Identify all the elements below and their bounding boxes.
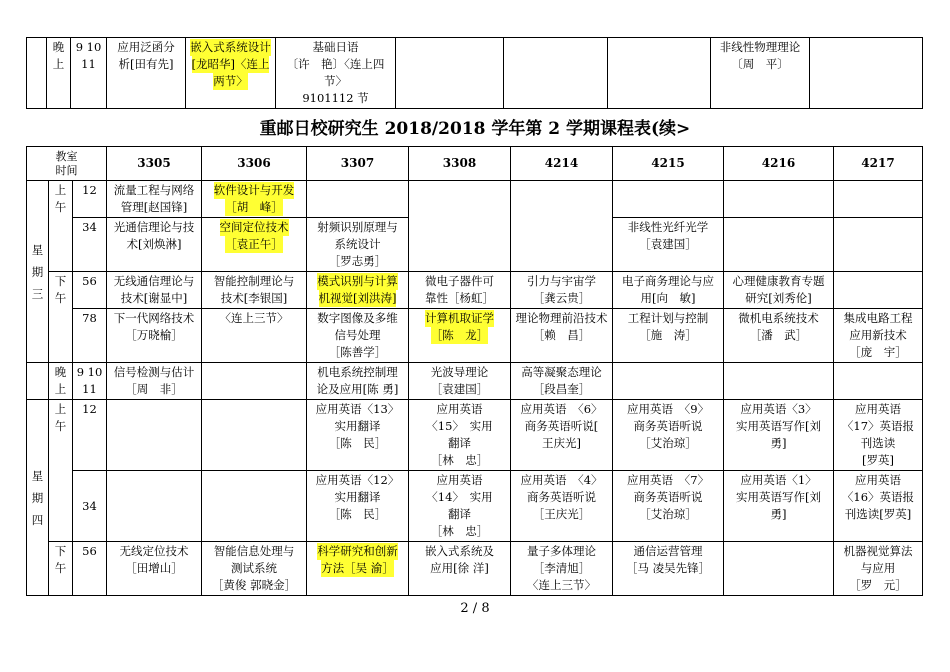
cell-line: 应用英语 〈9〉 <box>626 402 710 416</box>
cell-line: 应用英语 <box>436 402 483 416</box>
cell-line: 应用英语 〈6〉 <box>520 402 603 416</box>
course-cell <box>307 272 409 309</box>
course-cell <box>409 363 511 400</box>
course-cell <box>613 272 724 309</box>
course-cell <box>202 363 307 400</box>
cell-line: 〔周 平〕 <box>731 57 789 71</box>
cell-line: ［施 涛］ <box>639 328 697 342</box>
cell-line: 引力与宇宙学 <box>527 274 596 288</box>
time-slot <box>73 363 107 400</box>
room-header: 3307 <box>307 147 409 181</box>
cell-line: 机电系统控制理 <box>317 365 398 379</box>
course-cell <box>396 38 504 109</box>
cell-line: 技术[李银国] <box>220 291 288 305</box>
cell-line: 〈连上三节〉 <box>527 578 596 592</box>
cell-line: 商务英语听说 <box>527 490 596 504</box>
corner-header <box>27 147 107 181</box>
cell-line: 午 <box>54 419 67 433</box>
course-cell <box>834 400 923 471</box>
cell-line: 应用新技术 <box>849 328 907 342</box>
course-cell <box>613 181 724 218</box>
course-cell <box>834 181 923 218</box>
cell-line: 商务英语听说 <box>633 419 703 433</box>
room-header: 4214 <box>511 147 613 181</box>
course-cell <box>409 471 511 542</box>
cell-line: 翻译 <box>448 507 471 521</box>
cell-line: ［胡 峰］ <box>225 200 283 214</box>
cell-line: 心理健康教育专题 <box>732 274 825 288</box>
cell-line: 应用英语 〈7〉 <box>626 473 710 487</box>
course-cell <box>613 471 724 542</box>
cell-line: ［袁建国］ <box>639 237 697 251</box>
course-cell <box>810 38 923 109</box>
period-am <box>49 400 73 542</box>
room-header: 4216 <box>724 147 834 181</box>
course-cell <box>202 218 307 272</box>
course-cell <box>511 471 613 542</box>
cell-line: 光通信理论与技 <box>113 220 195 234</box>
cell-line: 〈14〉 实用 <box>426 490 493 504</box>
course-cell <box>307 400 409 471</box>
cell-line: 实用英语写作[刘 <box>736 419 821 433</box>
cell-line: 午 <box>54 200 67 214</box>
cell-line: 析[田有先] <box>118 57 174 71</box>
period-pm <box>49 542 73 596</box>
course-cell <box>107 181 202 218</box>
course-cell <box>307 471 409 542</box>
cell-line: 嵌入式系统设计 <box>190 40 271 54</box>
cell-line: 技术[谢显中] <box>120 291 188 305</box>
cell-line: 上 <box>54 183 67 197</box>
course-cell <box>409 272 511 309</box>
time-slot: 12 <box>73 181 107 218</box>
course-cell <box>613 363 724 400</box>
course-cell <box>511 542 613 596</box>
room-header: 3305 <box>107 147 202 181</box>
time-slot: 34 <box>73 471 107 542</box>
cell-line: 计算机取证学 <box>425 311 494 325</box>
cell-line: 软件设计与开发 <box>213 183 295 197</box>
course-cell <box>107 38 186 109</box>
cell-line: 机视觉[刘洪涛] <box>318 291 397 305</box>
cell-line: 刊选读 <box>860 436 896 450</box>
course-cell <box>107 471 202 542</box>
cell-line: ［万晓榆］ <box>125 328 183 342</box>
cell-line: 星 <box>31 468 44 483</box>
cell-line: 商务英语听说[ <box>524 419 599 433</box>
cell-line: 非线性光纤光学 <box>627 220 709 234</box>
cell-line: 应用英语〈12〉 <box>315 473 400 487</box>
course-cell <box>608 38 711 109</box>
cell-line: ［罗 元］ <box>849 578 907 592</box>
cell-line: 量子多体理论 <box>527 544 596 558</box>
cell-line: ［李清旭］ <box>532 561 591 575</box>
cell-line: 智能控制理论与 <box>213 274 295 288</box>
course-cell <box>511 400 613 471</box>
course-cell <box>107 309 202 363</box>
cell-line: 上 <box>52 57 65 71</box>
cell-line: 方法［吴 渝］ <box>321 561 394 575</box>
cell-line: 应用[徐 洋] <box>430 561 489 575</box>
cell-line: 基础日语 <box>312 40 359 54</box>
cell-line: 9 10 <box>75 40 102 54</box>
cell-line: 电子商务理论与应 <box>622 274 714 288</box>
cell-line: ［马 凌吴先锋］ <box>625 561 711 575</box>
cell-line: 三 <box>31 286 44 301</box>
cell-line: 王庆光] <box>542 436 581 450</box>
course-cell <box>107 363 202 400</box>
cell-line: 信号检测与估计 <box>113 365 195 379</box>
cell-line: ［田增山］ <box>125 561 183 575</box>
cell-line: 应用英语〈3〉 <box>740 402 817 416</box>
cell-line: 期 <box>31 264 44 279</box>
cell-line: 应用英语 <box>855 402 901 416</box>
corner-time-label: 时间 <box>55 163 78 177</box>
course-cell <box>276 38 396 109</box>
corner-room-label: 教室 <box>55 149 78 163</box>
cell-line: ［袁正午］ <box>225 237 283 251</box>
course-cell <box>202 400 307 471</box>
cell-line: 星 <box>31 242 44 257</box>
cell-line: 应用英语 〈4〉 <box>520 473 603 487</box>
cell-line: 午 <box>54 561 67 575</box>
cell-line: 实用英语写作[刘 <box>736 490 821 504</box>
cell-line: 无线通信理论与 <box>113 274 195 288</box>
time-slot: 56 <box>73 542 107 596</box>
course-cell <box>409 400 511 471</box>
cell-line: 11 <box>81 57 96 71</box>
cell-line: ［陈 民］ <box>328 507 387 521</box>
course-cell <box>724 471 834 542</box>
course-cell <box>107 272 202 309</box>
cell-line: 翻译 <box>448 436 471 450</box>
course-cell <box>834 218 923 272</box>
cell-line: 四 <box>31 512 44 527</box>
cell-line: 非线性物理理论 <box>719 40 801 54</box>
course-cell <box>613 400 724 471</box>
cell-line: 实用翻译 <box>334 490 381 504</box>
course-cell <box>834 309 923 363</box>
cell-line: 勇] <box>770 436 787 450</box>
course-cell <box>202 181 307 218</box>
cell-line: 上 <box>54 382 67 396</box>
cell-line: 应用英语〈1〉 <box>740 473 817 487</box>
cell-line: ［龚云贵］ <box>532 291 591 305</box>
cell-line: ［罗志勇］ <box>328 254 387 268</box>
cell-line: 实用翻译 <box>334 419 381 433</box>
course-cell <box>834 272 923 309</box>
cell-line: 集成电路工程 <box>843 311 913 325</box>
cell-line: 两节〉 <box>213 74 248 88</box>
cell-line: 9 10 <box>76 365 103 379</box>
room-header: 3308 <box>409 147 511 181</box>
room-header: 4215 <box>613 147 724 181</box>
cell-line: 节〉 <box>324 74 347 88</box>
cell-line: 上 <box>54 402 67 416</box>
cell-line: 午 <box>54 291 67 305</box>
schedule-table <box>26 146 923 596</box>
course-cell <box>724 542 834 596</box>
room-header: 4217 <box>834 147 923 181</box>
cell-line: 流量工程与网络 <box>113 183 195 197</box>
time-slot: 56 <box>73 272 107 309</box>
course-cell <box>511 272 613 309</box>
course-cell <box>511 181 613 272</box>
course-cell <box>307 363 409 400</box>
cell-line: 科学研究和创新 <box>317 544 398 558</box>
course-cell <box>202 272 307 309</box>
room-header: 3306 <box>202 147 307 181</box>
time-slot: 34 <box>73 218 107 272</box>
course-cell <box>409 181 511 272</box>
course-cell <box>186 38 276 109</box>
time-slot <box>71 38 107 109</box>
course-cell <box>724 309 834 363</box>
blank-day-cell <box>27 363 49 400</box>
cell-line: 〈连上三节〉 <box>219 311 289 325</box>
cell-line: ［艾治琼］ <box>639 436 697 450</box>
cell-line: 晚 <box>52 40 65 54</box>
cell-line: ［林 忠］ <box>430 453 489 467</box>
cell-line: ［黄俊 郭晓金］ <box>211 578 297 592</box>
cell-line: ［赖 昌］ <box>532 328 591 342</box>
top-fragment-table <box>26 37 923 109</box>
cell-line: 下一代网络技术 <box>113 311 195 325</box>
cell-line: ［陈 民］ <box>328 436 387 450</box>
cell-line: 微机电系统技术 <box>738 311 819 325</box>
course-cell <box>834 471 923 542</box>
course-cell <box>409 309 511 363</box>
course-cell <box>409 542 511 596</box>
cell-line: 机器视觉算法 <box>843 544 913 558</box>
course-cell <box>834 542 923 596</box>
course-cell <box>307 181 409 218</box>
course-cell <box>307 218 409 272</box>
cell-line: 论及应用[陈 勇] <box>316 382 399 396</box>
cell-line: 工程计划与控制 <box>627 311 709 325</box>
cell-line: 9101112 节 <box>302 91 369 105</box>
course-cell <box>107 218 202 272</box>
course-cell <box>724 181 834 218</box>
period-eve <box>49 363 73 400</box>
course-cell <box>504 38 608 109</box>
cell-line: 管理[赵国锋] <box>120 200 188 214</box>
cell-line: 用[向 敏] <box>640 291 696 305</box>
day-label-wed <box>27 181 49 363</box>
cell-line: 理论物理前沿技术 <box>515 311 608 325</box>
cell-line: 测试系统 <box>231 561 277 575</box>
cell-line: 无线定位技术 <box>119 544 189 558</box>
cell-line: 数字图像及多维 <box>317 311 398 325</box>
cell-line: [龙昭华]〈连上 <box>191 57 270 71</box>
course-cell <box>202 309 307 363</box>
course-cell <box>511 309 613 363</box>
cell-line: 信号处理 <box>334 328 381 342</box>
cell-line: 应用英语〈13〉 <box>315 402 400 416</box>
cell-line: 智能信息处理与 <box>213 544 295 558</box>
period-label <box>47 38 71 109</box>
cell-line: 应用英语 <box>855 473 901 487</box>
cell-line: 微电子器件可 <box>425 274 494 288</box>
cell-line: 高等凝聚态理论 <box>521 365 602 379</box>
cell-line: 勇] <box>770 507 787 521</box>
course-cell <box>724 272 834 309</box>
period-am <box>49 181 73 272</box>
cell-line: 研究[刘秀伦] <box>745 291 812 305</box>
cell-line: 通信运营管理 <box>633 544 703 558</box>
course-cell <box>511 363 613 400</box>
course-cell <box>711 38 810 109</box>
cell-line: 〈15〉 实用 <box>426 419 493 433</box>
cell-line: 应用英语 <box>436 473 483 487</box>
course-cell <box>107 400 202 471</box>
period-pm <box>49 272 73 363</box>
cell-line: 〈17〉英语报 <box>841 419 915 433</box>
cell-line: 射频识别原理与 <box>317 220 398 234</box>
cell-line: 〈16〉英语报 <box>841 490 915 504</box>
cell-line: ［周 非］ <box>125 382 183 396</box>
day-label-thu <box>27 400 49 596</box>
cell-line: ［袁建国］ <box>430 382 489 396</box>
cell-line: 晚 <box>54 365 67 379</box>
cell-line: ［王庆光］ <box>532 507 591 521</box>
page-title: 重邮日校研究生 2018/2018 学年第 2 学期课程表(续> <box>259 119 691 139</box>
cell-line: ［林 忠］ <box>430 524 489 538</box>
cell-line: 术[刘焕淋] <box>126 237 182 251</box>
cell-line: 下 <box>54 544 67 558</box>
cell-line: ［庞 宇］ <box>849 345 907 359</box>
cell-line: 11 <box>82 382 97 396</box>
cell-line: 期 <box>31 490 44 505</box>
course-cell <box>307 309 409 363</box>
cell-line: ［艾治琼］ <box>639 507 697 521</box>
cell-line: 下 <box>54 274 67 288</box>
course-cell <box>724 400 834 471</box>
cell-line: 光波导理论 <box>430 365 489 379</box>
cell-line: ［段昌奎］ <box>532 382 591 396</box>
time-slot: 12 <box>73 400 107 471</box>
cell-line: 应用泛函分 <box>117 40 175 54</box>
cell-line: 模式识别与计算 <box>317 274 398 288</box>
course-cell <box>724 363 834 400</box>
page-number: 2 / 8 <box>460 601 490 616</box>
time-slot: 78 <box>73 309 107 363</box>
cell-line: ［陈善学］ <box>328 345 387 359</box>
course-cell <box>307 542 409 596</box>
course-cell <box>724 218 834 272</box>
course-cell <box>202 542 307 596</box>
cell-line: ［陈 龙］ <box>430 328 489 342</box>
course-cell <box>202 471 307 542</box>
cell-line: [罗英] <box>862 453 894 467</box>
cell-line: 〔许 艳〕〈连上四 <box>286 57 385 71</box>
cell-line: 靠性［杨虹］ <box>425 291 494 305</box>
cell-line: ［潘 武］ <box>749 328 808 342</box>
cell-line: 系统设计 <box>334 237 381 251</box>
course-cell <box>613 218 724 272</box>
course-cell <box>834 363 923 400</box>
cell-line: 嵌入式系统及 <box>425 544 494 558</box>
cell-line: 与应用 <box>860 561 896 575</box>
course-cell <box>107 542 202 596</box>
blank-day-cell <box>27 38 47 109</box>
course-cell <box>613 309 724 363</box>
course-cell <box>613 542 724 596</box>
cell-line: 商务英语听说 <box>633 490 703 504</box>
cell-line: 空间定位技术 <box>219 220 289 234</box>
cell-line: 刊选读[罗英] <box>844 507 912 521</box>
